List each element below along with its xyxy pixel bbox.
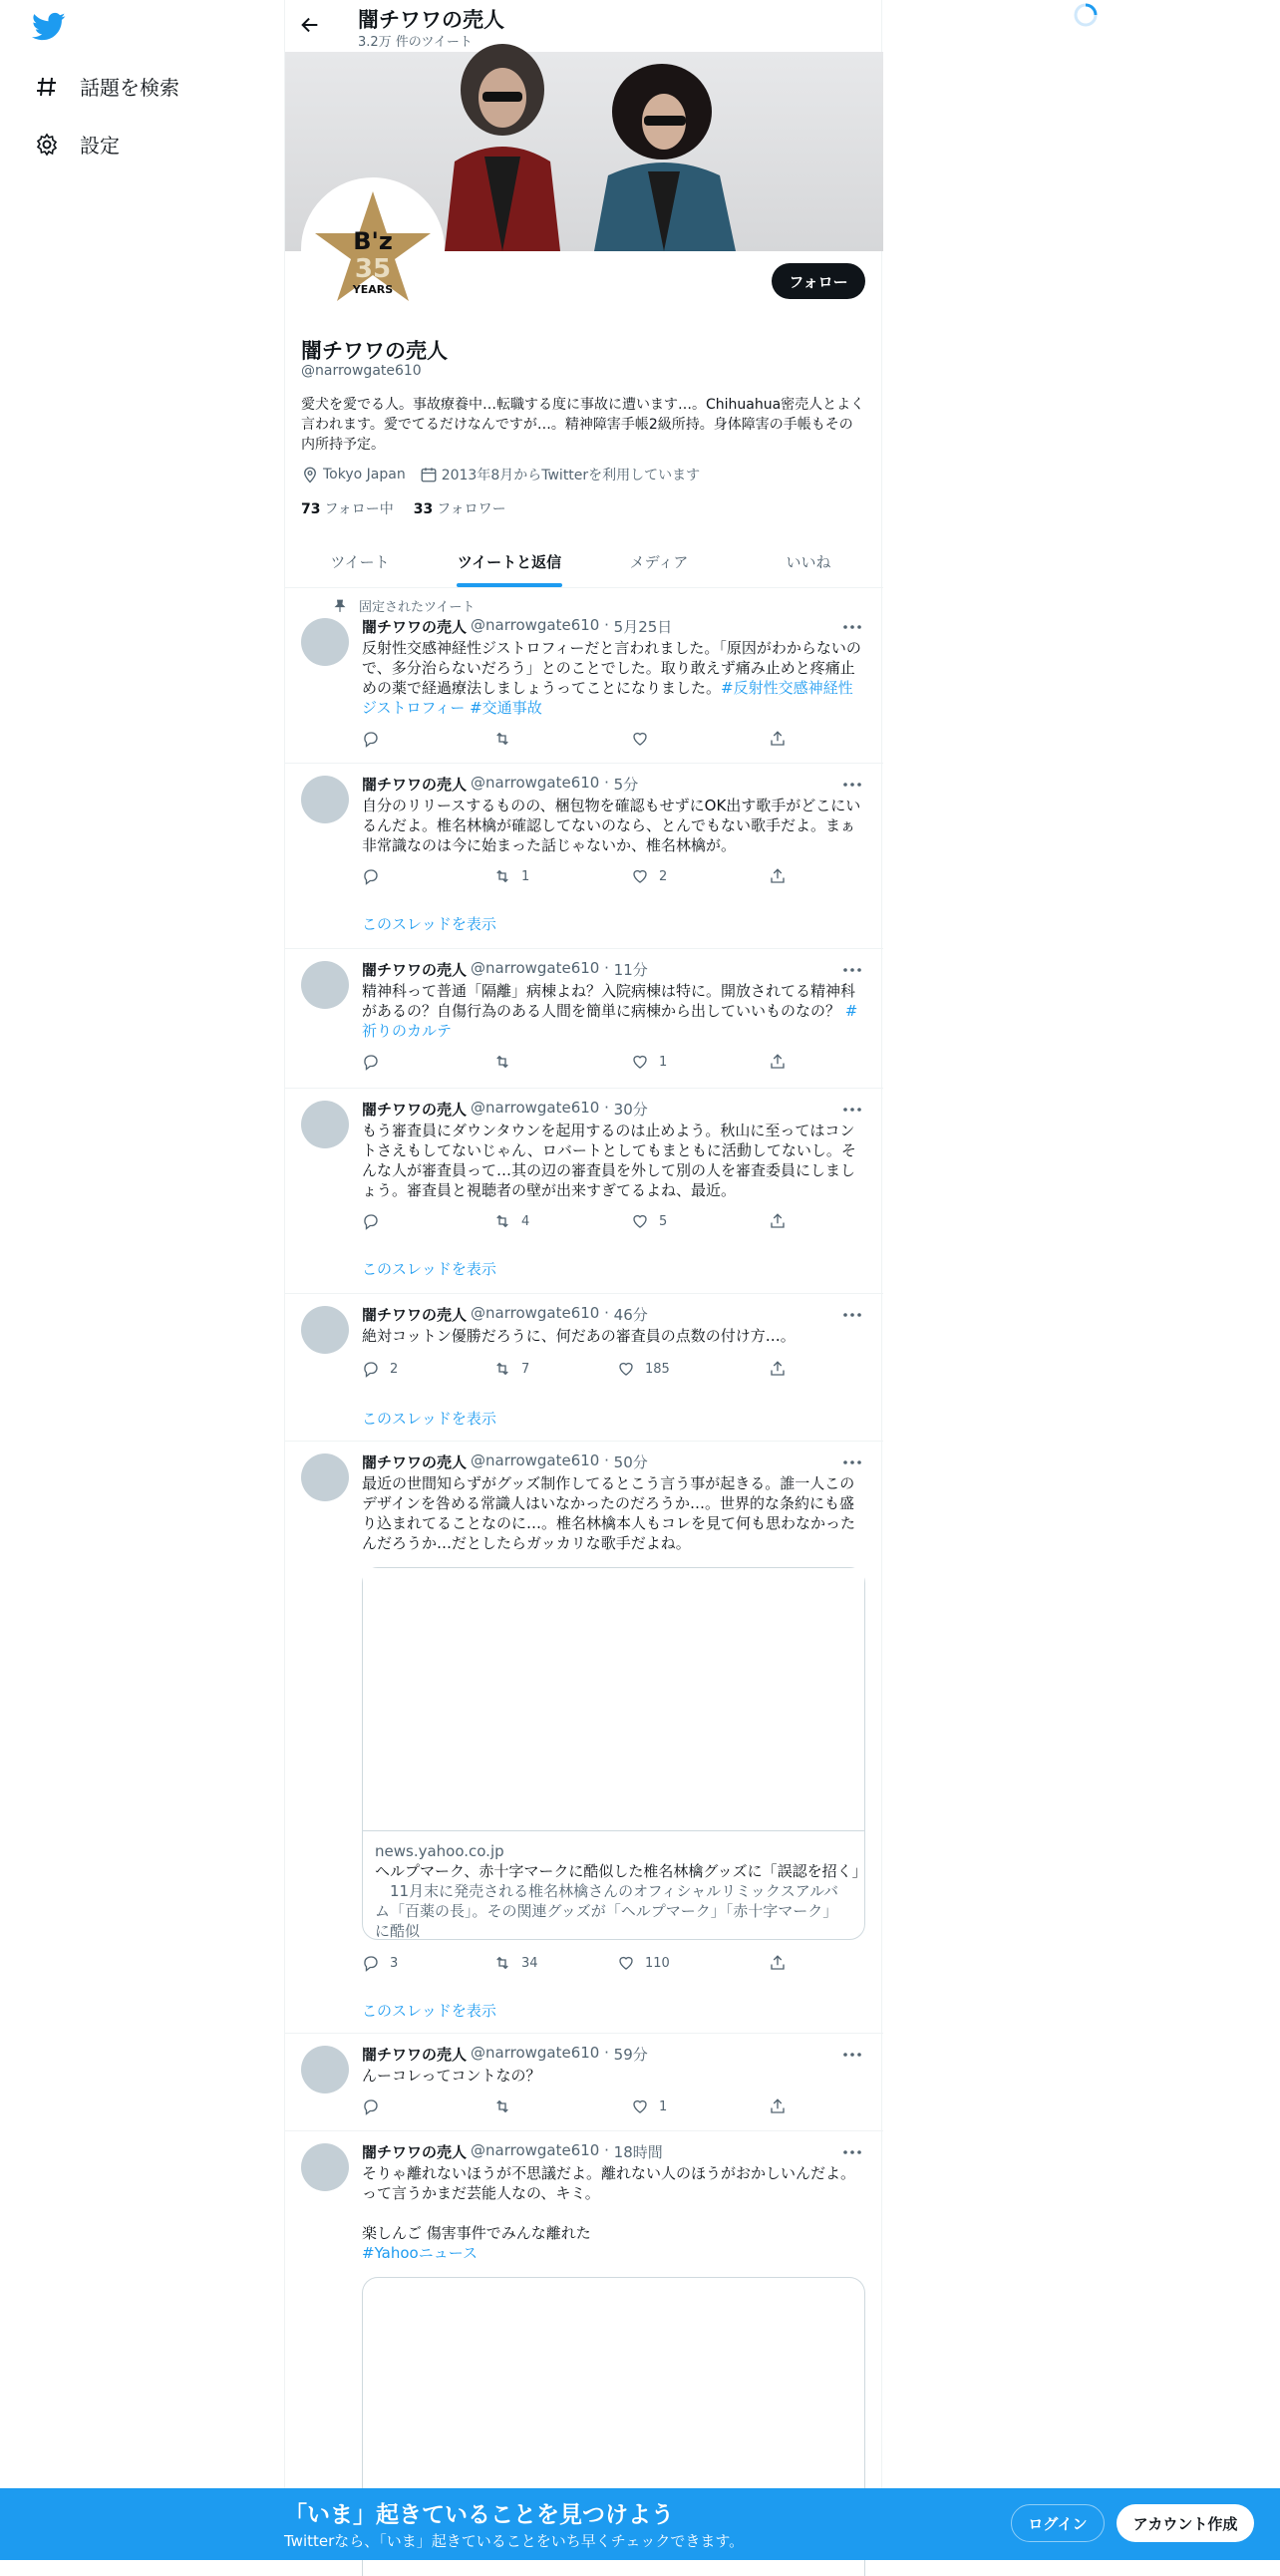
more-options-icon[interactable] bbox=[841, 1306, 863, 1324]
tweet-header: 闇チワワの売人 @narrowgate610 · 18時間 bbox=[362, 2141, 663, 2161]
tweet-avatar[interactable] bbox=[301, 1453, 349, 1501]
tweet-header: 闇チワワの売人 @narrowgate610 · 50分 bbox=[362, 1451, 648, 1471]
twitter-bird-icon[interactable] bbox=[32, 12, 66, 42]
heart-icon bbox=[631, 730, 649, 748]
tweet-author-handle[interactable]: @narrowgate610 bbox=[471, 2141, 600, 2159]
main-column bbox=[284, 0, 882, 2560]
tweet-avatar[interactable] bbox=[301, 776, 349, 823]
tweet-time[interactable]: 5分 bbox=[613, 776, 639, 794]
page-title: 闇チワワの売人 bbox=[358, 8, 504, 32]
more-options-icon[interactable] bbox=[841, 1453, 863, 1471]
more-options-icon[interactable] bbox=[841, 776, 863, 794]
tweet-text: 絶対コットン優勝だろうに、何だあの審査員の点数の付け方…。 bbox=[362, 1327, 796, 1345]
nav-settings-label: 設定 bbox=[80, 134, 120, 158]
reply-icon bbox=[362, 730, 380, 748]
tweet-header: 闇チワワの売人 @narrowgate610 · 59分 bbox=[362, 2044, 648, 2064]
reply-icon bbox=[362, 1053, 380, 1071]
reply-button[interactable]: 2 bbox=[362, 1360, 398, 1378]
more-options-icon[interactable] bbox=[841, 618, 863, 636]
reply-button[interactable] bbox=[362, 1053, 390, 1071]
pin-icon bbox=[333, 599, 347, 613]
tweet-author-handle[interactable]: @narrowgate610 bbox=[471, 959, 600, 977]
heart-icon bbox=[631, 1212, 649, 1230]
like-button[interactable]: 2 bbox=[631, 867, 667, 885]
tab-tweets-and-replies[interactable]: ツイートと返信 bbox=[435, 536, 584, 587]
tweet-time[interactable]: 11分 bbox=[613, 961, 648, 979]
retweet-icon bbox=[493, 2097, 511, 2115]
tweet-item[interactable] bbox=[285, 949, 883, 1089]
tweet-text: 精神科って普通「隔離」病棟よね？入院病棟は特に。開放されてる精神科があるの？自傷行為のある人間を簡単に病棟から出していいものなの？ #祈りのカルテ bbox=[362, 982, 858, 1040]
retweet-icon bbox=[493, 1954, 511, 1972]
share-icon bbox=[769, 1053, 787, 1071]
svg-text:YEARS: YEARS bbox=[352, 283, 394, 296]
tweet-time[interactable]: 46分 bbox=[613, 1306, 648, 1324]
tweet-avatar[interactable] bbox=[301, 2143, 349, 2191]
tweet-time[interactable]: 59分 bbox=[613, 2046, 648, 2064]
tweet-author-handle[interactable]: @narrowgate610 bbox=[471, 774, 600, 792]
like-button[interactable]: 1 bbox=[631, 2097, 667, 2115]
tweet-avatar[interactable] bbox=[301, 1101, 349, 1148]
tab-media[interactable]: メディア bbox=[629, 553, 689, 571]
like-button[interactable]: 1 bbox=[631, 1053, 667, 1071]
card-body bbox=[363, 1831, 867, 1940]
reply-icon bbox=[362, 1954, 380, 1972]
share-button[interactable] bbox=[769, 730, 797, 748]
heart-icon bbox=[617, 1954, 635, 1972]
card-title: ヘルプマーク、赤十字マークに酷似した椎名林檎グッズに「誤認を招く」 bbox=[375, 1862, 867, 1880]
svg-text:35: 35 bbox=[354, 254, 392, 284]
more-options-icon[interactable] bbox=[841, 2046, 863, 2064]
profile-joined: 2013年8月からTwitterを利用しています bbox=[441, 468, 701, 483]
retweet-icon bbox=[493, 1053, 511, 1071]
bz-35-years-logo bbox=[305, 181, 441, 317]
tweet-author-name[interactable]: 闇チワワの売人 bbox=[362, 961, 468, 979]
profile-location: Tokyo Japan bbox=[323, 467, 406, 483]
tweet-author-name[interactable]: 闇チワワの売人 bbox=[362, 2046, 468, 2064]
show-thread-link[interactable]: このスレッドを表示 bbox=[362, 1260, 496, 1278]
show-thread-link[interactable]: このスレッドを表示 bbox=[362, 2002, 496, 2020]
card-domain: news.yahoo.co.jp bbox=[375, 1842, 504, 1860]
tweet-header: 闇チワワの売人 @narrowgate610 · 30分 bbox=[362, 1099, 648, 1119]
tweet-author-name[interactable]: 闇チワワの売人 bbox=[362, 1101, 468, 1119]
share-button[interactable] bbox=[769, 1954, 797, 1972]
retweet-icon bbox=[493, 730, 511, 748]
tweet-time[interactable]: 18時間 bbox=[613, 2143, 663, 2161]
tweet-text: 最近の世間知らずがグッズ制作してるとこう言う事が起きる。誰一人このデザインを咎める常識人はいなかったのだろうか…。世界的な条約にも盛り込まれてることなのに…。椎名林檎本人もコレを見て何も思わなかったんだろうか…だとしたらガッカリな歌手だよね。 bbox=[362, 1474, 856, 1552]
tweet-avatar[interactable] bbox=[301, 1306, 349, 1354]
tweet-time[interactable]: 5月25日 bbox=[613, 618, 673, 636]
retweet-button[interactable]: 7 bbox=[493, 1360, 529, 1378]
hashtag-link[interactable]: #祈りのカルテ bbox=[362, 1002, 858, 1040]
nav-explore[interactable] bbox=[34, 72, 179, 101]
share-button[interactable] bbox=[769, 1360, 797, 1378]
profile-name: 闇チワワの売人 bbox=[301, 339, 448, 363]
reply-icon bbox=[362, 1360, 380, 1378]
reply-icon bbox=[362, 1212, 380, 1230]
signup-banner bbox=[0, 2488, 1280, 2560]
pinned-label: 固定されたツイート bbox=[359, 600, 476, 615]
tweet-header: 闇チワワの売人 @narrowgate610 · 46分 bbox=[362, 1304, 648, 1324]
retweet-button[interactable]: 4 bbox=[493, 1212, 529, 1230]
hashtag-link[interactable]: #Yahooニュース bbox=[362, 2244, 478, 2262]
heart-icon bbox=[631, 1053, 649, 1071]
retweet-button[interactable] bbox=[493, 1053, 521, 1071]
retweet-button[interactable] bbox=[493, 730, 521, 748]
tweet-text: 反射性交感神経性ジストロフィーだと言われました。「原因がわからないので、多分治らないだろう」とのことでした。取り敢えず痛み止めと疼痛止めの薬で経過療法しましょうってことになりました。#反射性交感神経性ジストロフィー #交通事故 bbox=[362, 639, 861, 717]
link-card[interactable] bbox=[362, 1567, 865, 1940]
heart-icon bbox=[631, 2097, 649, 2115]
tweet-avatar[interactable] bbox=[301, 961, 349, 1009]
retweet-button[interactable]: 1 bbox=[493, 867, 529, 885]
tweet-text: んーコレってコントなの？ bbox=[362, 2067, 541, 2085]
tweet-author-name[interactable]: 闇チワワの売人 bbox=[362, 1306, 468, 1324]
share-icon bbox=[769, 1360, 787, 1378]
nav-settings[interactable] bbox=[34, 130, 120, 159]
signup-banner-title: 「いま」起きていることを見つけよう bbox=[284, 2502, 674, 2528]
like-button[interactable]: 185 bbox=[617, 1360, 670, 1378]
tweet-item[interactable] bbox=[285, 2034, 883, 2131]
profile-handle: @narrowgate610 bbox=[301, 363, 422, 379]
tweet-item[interactable] bbox=[285, 1442, 883, 2034]
share-icon bbox=[769, 730, 787, 748]
follow-button[interactable]: フォロー bbox=[772, 263, 865, 299]
retweet-icon bbox=[493, 1212, 511, 1230]
profile-tabs bbox=[285, 536, 883, 588]
loading-spinner-icon bbox=[1073, 2, 1099, 28]
tweet-author-name[interactable]: 闇チワワの売人 bbox=[362, 776, 468, 794]
card-description: 11月末に発売される椎名林檎さんのオフィシャルリミックスアルバム「百薬の長」。その関連グッズが「ヘルプマーク」「赤十字マーク」に酷似 bbox=[375, 1882, 839, 1940]
hashtag-icon bbox=[34, 74, 60, 100]
tweet-header: 闇チワワの売人 @narrowgate610 · 11分 bbox=[362, 959, 648, 979]
tweet-header: 闇チワワの売人 @narrowgate610 · 5分 bbox=[362, 774, 639, 794]
tweet-author-handle[interactable]: @narrowgate610 bbox=[471, 1099, 600, 1117]
tweet-author-name[interactable]: 闇チワワの売人 bbox=[362, 2143, 468, 2161]
tab-likes[interactable]: いいね bbox=[786, 553, 831, 571]
retweet-button[interactable] bbox=[493, 2097, 521, 2115]
like-button[interactable]: 110 bbox=[617, 1954, 670, 1972]
tweet-author-handle[interactable]: @narrowgate610 bbox=[471, 1304, 600, 1322]
back-arrow-icon[interactable] bbox=[299, 14, 321, 36]
tweet-author-name[interactable]: 闇チワワの売人 bbox=[362, 1453, 468, 1471]
signup-button[interactable]: アカウント作成 bbox=[1117, 2504, 1254, 2542]
tweet-item[interactable] bbox=[285, 1294, 883, 1442]
tweet-time[interactable]: 30分 bbox=[613, 1101, 648, 1119]
retweet-icon bbox=[493, 1360, 511, 1378]
like-button[interactable] bbox=[631, 730, 659, 748]
card-image bbox=[363, 1568, 864, 1831]
reply-icon bbox=[362, 2097, 380, 2115]
tweet-avatar[interactable] bbox=[301, 2046, 349, 2093]
reply-button[interactable] bbox=[362, 730, 390, 748]
reply-button[interactable]: 3 bbox=[362, 1954, 398, 1972]
share-icon bbox=[769, 1954, 787, 1972]
tweet-item[interactable] bbox=[285, 764, 883, 949]
show-thread-link[interactable]: このスレッドを表示 bbox=[362, 1410, 496, 1428]
reply-icon bbox=[362, 867, 380, 885]
more-options-icon[interactable] bbox=[841, 1101, 863, 1119]
tweet-avatar[interactable] bbox=[301, 618, 349, 666]
tweet-item[interactable] bbox=[285, 1089, 883, 1294]
retweet-button[interactable]: 34 bbox=[493, 1954, 538, 1972]
profile-avatar[interactable] bbox=[301, 177, 445, 321]
heart-icon bbox=[617, 1360, 635, 1378]
tweet-text: そりゃ離れないほうが不思議だよ。離れない人のほうがおかしいんだよ。って言うかまだ芸能人なの、キミ。 楽しんご 傷害事件でみんな離れた #Yahooニュース bbox=[362, 2163, 865, 2263]
tweet-text: もう審査員にダウンタウンを起用するのは止めよう。秋山に至ってはコントさえもしてないじゃん、ロバートとしてもまともに活動してないし。そんな人が審査員って…其の辺の審査員を外して別の人を審査委員にしましょう。審査員と視聴者の壁が出来すぎてるよね、最近。 bbox=[362, 1122, 856, 1199]
share-icon bbox=[769, 1212, 787, 1230]
tweet-count: 3.2万 件のツイート bbox=[358, 35, 473, 50]
reply-button[interactable] bbox=[362, 1212, 390, 1230]
share-icon bbox=[769, 2097, 787, 2115]
tweet-text: 自分のリリースするものの、梱包物を確認もせずにOK出す歌手がどこにいるんだよ。椎名林檎が確認してないのなら、とんでもない歌手だよ。まぁ非常識なのは今に始まった話じゃないか、椎名林檎が。 bbox=[362, 797, 861, 854]
share-button[interactable] bbox=[769, 867, 797, 885]
heart-icon bbox=[631, 867, 649, 885]
svg-text:B'z: B'z bbox=[353, 227, 393, 255]
nav-explore-label: 話題を検索 bbox=[80, 76, 179, 100]
profile-meta bbox=[301, 465, 700, 484]
share-button[interactable] bbox=[769, 2097, 797, 2115]
profile-bio: 愛犬を愛でる人。事故療養中…転職する度に事故に遭います…。Chihuahua密売人とよく言われます。愛でてるだけなんですが…。精神障害手帳2級所持。身体障害の手帳もその内所持予定。 bbox=[301, 397, 865, 453]
profile-follow-stats bbox=[301, 498, 506, 518]
tweet-time[interactable]: 50分 bbox=[613, 1453, 648, 1471]
tweet-author-handle[interactable]: @narrowgate610 bbox=[471, 616, 600, 634]
share-icon bbox=[769, 867, 787, 885]
calendar-icon bbox=[420, 466, 438, 483]
signup-banner-subtitle: Twitterなら、「いま」起きていることをいち早くチェックできます。 bbox=[284, 2532, 745, 2550]
like-button[interactable]: 5 bbox=[631, 1212, 667, 1230]
share-button[interactable] bbox=[769, 1212, 797, 1230]
tab-tweets[interactable]: ツイート bbox=[330, 553, 390, 571]
followers-link[interactable]: 33 フォロワー bbox=[413, 501, 506, 517]
share-button[interactable] bbox=[769, 1053, 797, 1071]
more-options-icon[interactable] bbox=[841, 961, 863, 979]
pinned-indicator bbox=[333, 596, 475, 615]
following-link[interactable]: 73 フォロー中 bbox=[301, 501, 394, 517]
tweet-author-name[interactable]: 闇チワワの売人 bbox=[362, 618, 468, 636]
hashtag-link[interactable]: #反射性交感神経性ジストロフィー #交通事故 bbox=[362, 679, 853, 717]
show-thread-link[interactable]: このスレッドを表示 bbox=[362, 915, 496, 933]
more-options-icon[interactable] bbox=[841, 2143, 863, 2161]
tweet-author-handle[interactable]: @narrowgate610 bbox=[471, 2044, 600, 2062]
tweet-header: 闇チワワの売人 @narrowgate610 · 5月25日 bbox=[362, 616, 673, 636]
location-pin-icon bbox=[301, 466, 319, 483]
reply-button[interactable] bbox=[362, 867, 390, 885]
profile-header-bar bbox=[285, 0, 881, 52]
tweet-item[interactable] bbox=[285, 588, 883, 764]
reply-button[interactable] bbox=[362, 2097, 390, 2115]
gear-icon bbox=[34, 132, 60, 158]
tweet-author-handle[interactable]: @narrowgate610 bbox=[471, 1451, 600, 1469]
retweet-icon bbox=[493, 867, 511, 885]
login-button[interactable]: ログイン bbox=[1011, 2504, 1105, 2542]
